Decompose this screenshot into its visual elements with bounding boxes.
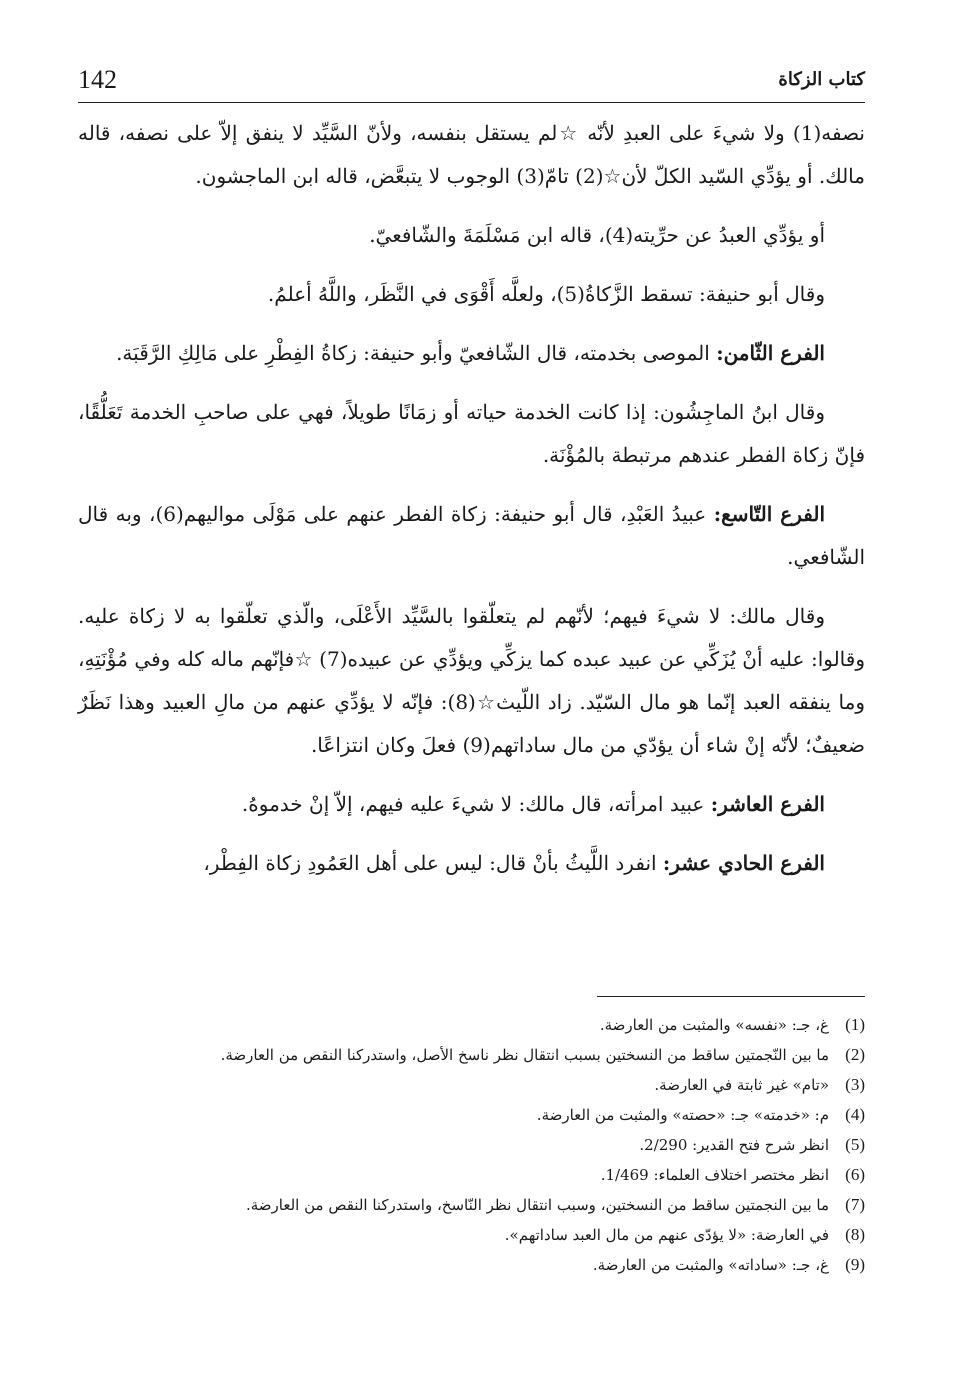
footnote xyxy=(120,1010,865,1040)
footnote-number: (4) xyxy=(845,1105,865,1124)
section-heading: الفرع الثّامن: xyxy=(716,341,825,365)
page-header xyxy=(78,62,865,103)
footnote-number: (7) xyxy=(845,1195,865,1214)
footnote-text: غ، جـ: «ساداته» والمثبت من العارضة. xyxy=(592,1256,829,1274)
footnote-text: في العارضة: «لا يؤدّى عنهم من مال العبد ساداتهم». xyxy=(504,1226,829,1244)
paragraph xyxy=(78,595,865,767)
paragraph xyxy=(78,493,865,579)
paragraph-text: وقال ابنُ الماجِشُون: إذا كانت الخدمة حياته أو زمَانًا طويلاً، فهي على صاحبِ الخدمة تَعَلُّقًا، فإنّ زكاة الفطر عندهم مرتبطة بالمُؤْنَة. xyxy=(78,400,865,467)
paragraph xyxy=(78,391,865,477)
footnote xyxy=(120,1220,865,1250)
paragraph xyxy=(78,842,865,885)
footnote-text: انظر شرح فتح القدير: 2/290. xyxy=(639,1136,829,1154)
footnote-number: (6) xyxy=(845,1165,865,1184)
paragraph-text: وقال مالك: لا شيءَ فيهم؛ لأنّهم لم يتعلّقوا بالسَّيِّد الأَعْلَى، والّذي تعلّقوا به لا زكاة عليه. وقالوا: عليه أنْ يُزَكِّي عن عبيد عبده كما يزكِّي ويؤدِّي عن عبيده(7) ☆فإنّهم ماله كله وفي مُؤْنَتِهِ، وما ينفقه العبد إنّما هو مال السّيّد. زاد اللّيث☆(8): فإنّه لا يؤدِّي عنهم من مالِ العبيد وهذا نَظَرٌ ضعيفٌ؛ لأنّه إنْ شاء أن يؤدّي من مال ساداتهم(9) فعلَ وكان انتزاعًا. xyxy=(78,604,865,757)
footnote-text: م: «خدمته» جـ: «حصته» والمثبت من العارضة. xyxy=(536,1106,829,1124)
footnote-text: غ، جـ: «نفسه» والمثبت من العارضة. xyxy=(599,1016,829,1034)
footnote-number: (1) xyxy=(845,1015,865,1034)
footnote-text: «تام» غير ثابتة في العارضة. xyxy=(654,1076,829,1094)
footnote-number: (9) xyxy=(845,1255,865,1274)
footnote-number: (5) xyxy=(845,1135,865,1154)
paragraph-text: انفرد اللَّيثُ بأنْ قال: ليس على أهل العَمُودِ زكاة الفِطْر، xyxy=(203,851,657,875)
footnote-text: انظر مختصر اختلاف العلماء: 1/469. xyxy=(600,1166,829,1184)
footnote-number: (8) xyxy=(845,1225,865,1244)
paragraph xyxy=(78,273,865,316)
paragraph-text: عبيدُ العَبْدِ، قال أبو حنيفة: زكاة الفطر عنهم على مَوْلَى مواليهم(6)، وبه قال الشّافعي. xyxy=(78,502,865,569)
footnote-number: (3) xyxy=(845,1075,865,1094)
paragraph xyxy=(78,214,865,257)
section-heading: الفرع العاشر: xyxy=(710,792,825,816)
running-title: كتاب الزكاة xyxy=(778,69,865,90)
paragraph-text: الموصى بخدمته، قال الشّافعيّ وأبو حنيفة: زكاةُ الفِطْرِ على مَالِكِ الرَّقَبَة. xyxy=(116,341,710,365)
footnote-text: ما بين النجمتين ساقط من النسختين، وسبب انتقال نظر النّاسخ، واستدركنا النقص من العارضة. xyxy=(246,1196,829,1214)
footnote xyxy=(120,1070,865,1100)
footnote xyxy=(120,1100,865,1130)
section-heading: الفرع التّاسع: xyxy=(713,502,826,526)
footnote-number: (2) xyxy=(845,1045,865,1064)
footnote xyxy=(120,1250,865,1280)
paragraph-text: أو يؤدِّي العبدُ عن حرِّيته(4)، قاله ابن مَسْلَمَةَ والشّافعيّ. xyxy=(369,223,825,247)
footnote xyxy=(120,1040,865,1070)
page-number: 142 xyxy=(78,65,117,94)
footnote-separator xyxy=(597,996,865,997)
footnote xyxy=(120,1160,865,1190)
main-text xyxy=(78,112,865,901)
paragraph xyxy=(78,332,865,375)
footnote xyxy=(120,1190,865,1220)
section-heading: الفرع الحادي عشر: xyxy=(662,851,825,875)
footnotes xyxy=(120,1010,865,1280)
footnote xyxy=(120,1130,865,1160)
paragraph-text: عبيد امرأته، قال مالك: لا شيءَ عليه فيهم، إلاّ إنْ خدموهُ. xyxy=(241,792,705,816)
paragraph xyxy=(78,112,865,198)
paragraph xyxy=(78,783,865,826)
footnote-text: ما بين النّجمتين ساقط من النسختين بسبب انتقال نظر ناسخ الأصل، واستدركنا النقص من العارضة. xyxy=(220,1046,829,1064)
paragraph-text: وقال أبو حنيفة: تسقط الزَّكاةُ(5)، ولعلَّه أَقْوَى في النَّظَر، واللَّهُ أعلمُ. xyxy=(267,282,825,306)
paragraph-text: نصفه(1) ولا شيءَ على العبدِ لأنّه ☆لم يستقل بنفسه، ولأنّ السَّيِّد لا ينفق إلاّ على نصفه، قاله مالك. أو يؤدِّي السّيد الكلّ لأن☆(2) تامّ(3) الوجوب لا يتبعَّض، قاله ابن الماجشون. xyxy=(78,121,865,188)
